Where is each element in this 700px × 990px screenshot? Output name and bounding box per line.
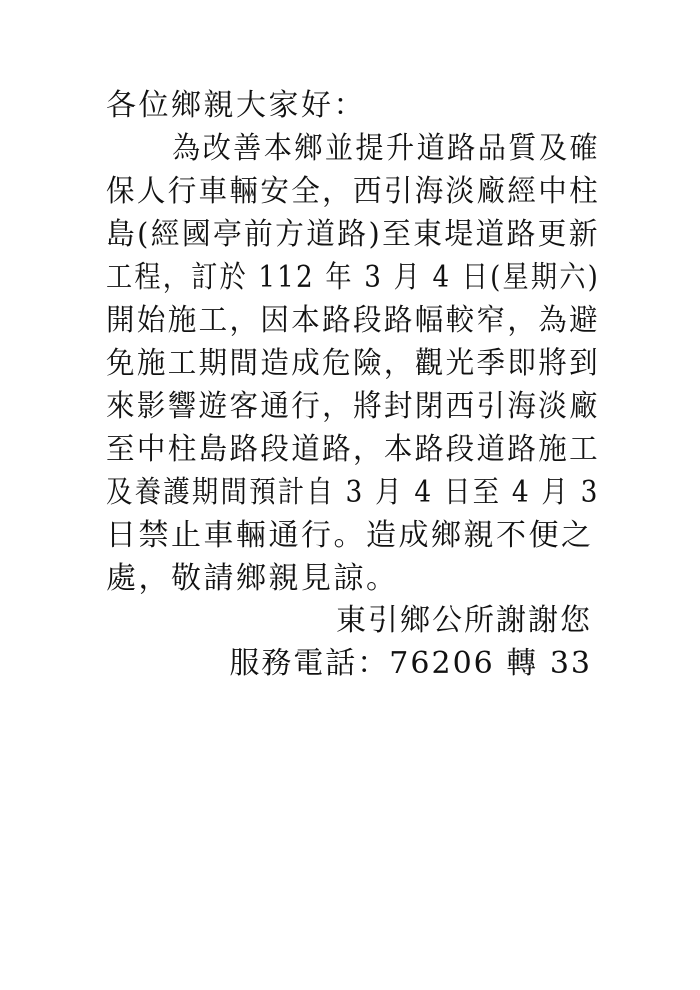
signature: 東引鄉公所謝謝您: [336, 603, 592, 638]
body-line-9: 及養護期間預計自 3 月 4 日至 4 月 3: [106, 475, 600, 510]
body-line-10: 日禁止車輛通行。造成鄉親不便之: [106, 518, 594, 553]
body-line-4: 工程，訂於 112 年 3 月 4 日(星期六): [106, 260, 601, 295]
body-line-1: 為改善本鄉並提升道路品質及確: [172, 131, 600, 166]
body-line-3: 島(經國亭前方道路)至東堤道路更新: [106, 217, 600, 252]
body-line-5: 開始施工，因本路段路幅較窄，為避: [106, 303, 600, 338]
greeting: 各位鄉親大家好：: [106, 88, 366, 123]
body-line-11: 處，敬請鄉親見諒。: [106, 561, 399, 596]
body-line-6: 免施工期間造成危險，觀光季即將到: [106, 346, 600, 381]
body-line-2: 保人行車輛安全，西引海淡廠經中柱: [106, 174, 600, 209]
body-line-8: 至中柱島路段道路，本路段道路施工: [106, 432, 600, 467]
body-line-7: 來影響遊客通行，將封閉西引海淡廠: [106, 389, 600, 424]
phone-line: 服務電話：76206 轉 33: [229, 646, 592, 681]
